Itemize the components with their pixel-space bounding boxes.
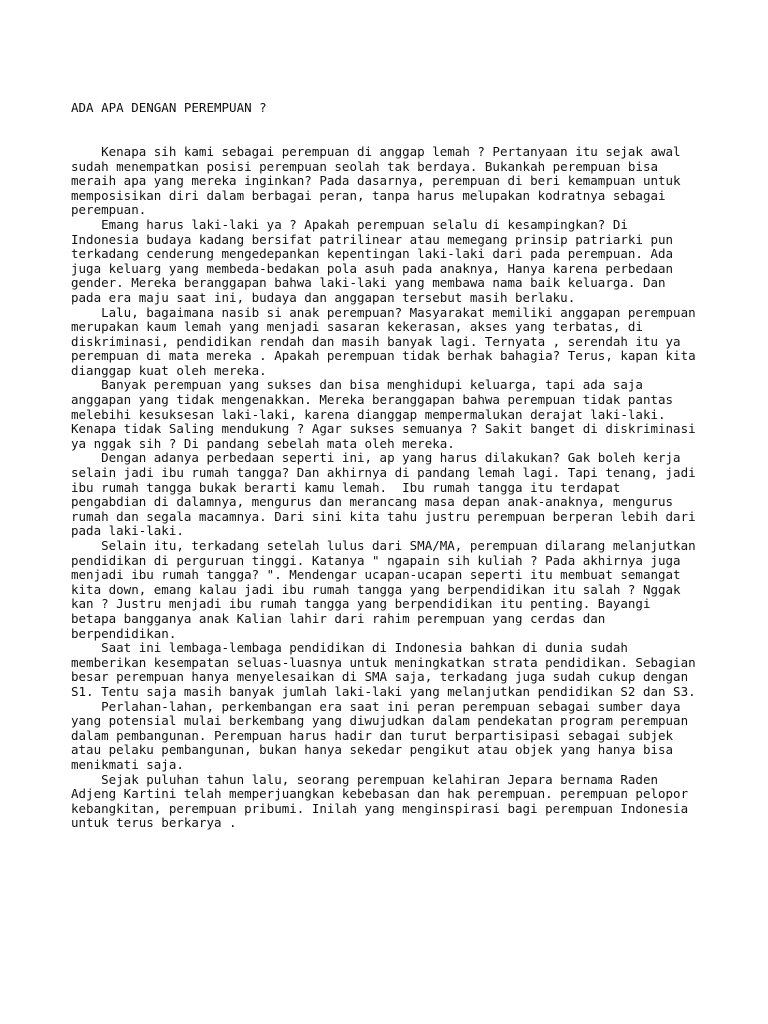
text-line: ya nggak sih ? Di pandang sebelah mata oleh mereka. — [71, 435, 455, 451]
text-line: berpendidikan. — [71, 625, 177, 641]
text-line: selain jadi ibu rumah tangga? Dan akhirnya di pandang lemah lagi. Tapi tenang, jadi — [71, 465, 696, 481]
text-line: merupakan kaum lemah yang menjadi sasaran kekerasan, akses yang terbatas, di — [71, 319, 643, 335]
text-line: rumah dan segala macamnya. Dari sini kita tahu justru perempuan berperan lebih dari — [71, 508, 696, 524]
text-line: besar perempuan hanya menyelesaikan di SMA saja, terkadang juga sudah cukup dengan — [71, 669, 689, 685]
text-line: pada era maju saat ini, budaya dan anggapan tersebut masih berlaku. — [71, 289, 576, 305]
text-line: Kenapa tidak Saling mendukung ? Agar sukses semuanya ? Sakit banget di diskriminasi — [71, 421, 696, 437]
document-body — [71, 72, 711, 831]
paragraph — [71, 145, 711, 218]
text-line: ibu rumah tangga bukak berarti kamu lemah. Ibu rumah tangga itu terdapat — [71, 479, 621, 495]
text-line: betapa bangganya anak Kalian lahir dari rahim perempuan yang cerdas dan — [71, 610, 606, 626]
text-line: kebangkitan, perempuan pribumi. Inilah yang menginspirasi bagi perempuan Indonesia — [71, 800, 689, 816]
text-line: S1. Tentu saja masih banyak jumlah laki-laki yang melanjutkan pendidikan S2 dan S3. — [71, 683, 696, 699]
text-line: pada laki-laki. — [71, 523, 184, 539]
paragraph — [71, 306, 711, 379]
text-line: memposisikan diri dalam berbagai peran, tanpa harus melupakan kodratnya sebagai — [71, 187, 666, 203]
text-line: untuk terus berkarya . — [71, 815, 237, 831]
paragraph — [71, 539, 711, 641]
text-line: Dengan adanya perbedaan seperti ini, ap yang harus dilakukan? Gak boleh kerja — [71, 450, 681, 466]
text-line: juga keluarg yang membeda-bedakan pola asuh pada anaknya, Hanya karena perbedaan — [71, 260, 674, 276]
text-line: dalam pembangunan. Perempuan harus hadir dan turut berpartisipasi sebagai subjek — [71, 727, 674, 743]
paragraph — [71, 773, 711, 831]
text-line: Sejak puluhan tahun lalu, seorang perempuan kelahiran Jepara bernama Raden — [71, 771, 658, 787]
text-line: sudah menempatkan posisi perempuan seolah tak berdaya. Bukankah perempuan bisa — [71, 158, 658, 174]
text-line: Perlahan-lahan, perkembangan era saat ini peran perempuan sebagai sumber daya — [71, 698, 681, 714]
text-line: Lalu, bagaimana nasib si anak perempuan? Masyarakat memiliki anggapan perempuan — [71, 304, 696, 320]
text-line: yang potensial mulai berkembang yang diwujudkan dalam pendekatan program perempuan — [71, 713, 689, 729]
text-line: Selain itu, terkadang setelah lulus dari SMA/MA, perempuan dilarang melanjutkan — [71, 538, 696, 553]
text-line: Banyak perempuan yang sukses dan bisa menghidupi keluarga, tapi ada saja — [71, 377, 643, 393]
document-title: ADA APA DENGAN PEREMPUAN ? — [71, 100, 267, 116]
text-line: pendidikan di perguruan tinggi. Katanya " ngapain sih kuliah ? Pada akhirnya juga — [71, 552, 681, 568]
text-line: menikmati saja. — [71, 756, 184, 772]
text-line: kita down, emang kalau jadi ibu rumah tangga yang berpendidikan itu salah ? Nggak — [71, 581, 681, 597]
paragraph — [71, 700, 711, 773]
text-line: perempuan. — [71, 202, 147, 218]
text-line: anggapan yang tidak mengenakkan. Mereka beranggapan bahwa perempuan tidak pantas — [71, 392, 674, 408]
text-line: kan ? Justru menjadi ibu rumah tangga yang berpendidikan itu penting. Bayangi — [71, 596, 651, 612]
text-line: Emang harus laki-laki ya ? Apakah perempuan selalu di kesampingkan? Di — [71, 216, 628, 232]
text-line: diskriminasi, pendidikan rendah dan masih banyak lagi. Ternyata , serendah itu ya — [71, 333, 681, 349]
text-line: Adjeng Kartini telah memperjuangkan kebebasan dan hak perempuan. perempuan pelopor — [71, 786, 689, 802]
text-line: terkadang cenderung mengedepankan kepentingan laki-laki dari pada perempuan. Ada — [71, 246, 674, 262]
text-line: Indonesia budaya kadang bersifat patrilinear atau memegang prinsip patriarki pun — [71, 231, 674, 247]
text-line: perempuan di mata mereka . Apakah perempuan tidak berhak bahagia? Terus, kapan kita — [71, 348, 696, 364]
text-line: gender. Mereka beranggapan bahwa laki-laki yang membawa nama baik keluarga. Dan — [71, 275, 666, 291]
text-line: dianggap kuat oleh mereka. — [71, 362, 267, 378]
paragraph — [71, 451, 711, 539]
paragraph — [71, 641, 711, 699]
text-line: Kenapa sih kami sebagai perempuan di anggap lemah ? Pertanyaan itu sejak awal — [71, 143, 681, 159]
text-line: Saat ini lembaga-lembaga pendidikan di Indonesia bahkan di dunia sudah — [71, 640, 628, 656]
paragraph — [71, 378, 711, 451]
text-line: meraih apa yang mereka inginkan? Pada dasarnya, perempuan di beri kemampuan untuk — [71, 173, 681, 189]
text-line: melebihi kesuksesan laki-laki, karena dianggap mempermalukan derajat laki-laki. — [71, 406, 666, 422]
text-line: atau pelaku pembangunan, bukan hanya sekedar pengikut atau objek yang hanya bisa — [71, 742, 674, 758]
paragraph — [71, 218, 711, 306]
text-line: menjadi ibu rumah tangga? ". Mendengar ucapan-ucapan seperti itu membuat semangat — [71, 567, 681, 583]
document-page — [71, 72, 711, 831]
text-line: pengabdian di dalamnya, mengurus dan merancang masa depan anak-anaknya, mengurus — [71, 494, 674, 510]
text-line: memberikan kesempatan seluas-luasnya untuk meningkatkan strata pendidikan. Sebagian — [71, 654, 696, 670]
